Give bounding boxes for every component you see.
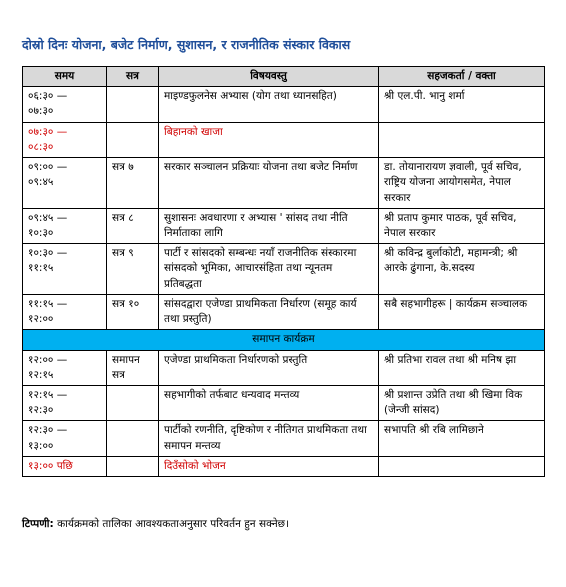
cell-session xyxy=(107,122,159,157)
column-header-time: समय xyxy=(23,67,107,87)
cell-facilitator xyxy=(379,122,545,157)
cell-session: सत्र ८ xyxy=(107,208,159,243)
cell-time: १३:०० पछि xyxy=(23,456,107,476)
cell-topic: पार्टी र सांसदको सम्बन्धः नयाँ राजनीतिक संस्कारमा सांसदको भूमिका, आचारसंहिता तथा न्यूनतम प्रतिबद्धता xyxy=(159,244,379,295)
cell-session: सत्र ९ xyxy=(107,244,159,295)
footnote xyxy=(22,517,289,531)
cell-session xyxy=(107,421,159,456)
table-row xyxy=(23,244,545,295)
cell-facilitator: श्री प्रशान्त उप्रेति तथा श्री खिमा विक (जेन्जी सांसद) xyxy=(379,385,545,420)
table-row xyxy=(23,385,545,420)
cell-facilitator: सबै सहभागीहरू | कार्यक्रम सञ्चालक xyxy=(379,294,545,329)
table-row xyxy=(23,421,545,456)
cell-time: १२:१५ — १२:३० xyxy=(23,385,107,420)
cell-facilitator: श्री प्रताप कुमार पाठक, पूर्व सचिव, नेपाल सरकार xyxy=(379,208,545,243)
column-header-topic: विषयवस्तु xyxy=(159,67,379,87)
cell-time: ०९:४५ — १०:३० xyxy=(23,208,107,243)
cell-facilitator xyxy=(379,456,545,476)
closing-banner-row xyxy=(23,330,545,350)
table-row xyxy=(23,456,545,476)
table-row xyxy=(23,350,545,385)
table-header-row xyxy=(23,67,545,87)
cell-topic: सहभागीको तर्फबाट धन्यवाद मन्तव्य xyxy=(159,385,379,420)
cell-session: समापन सत्र xyxy=(107,350,159,385)
cell-session: सत्र ७ xyxy=(107,158,159,209)
table-row xyxy=(23,122,545,157)
cell-facilitator: सभापति श्री रबि लामिछाने xyxy=(379,421,545,456)
closing-banner: समापन कार्यक्रम xyxy=(23,330,545,350)
cell-time: ०६:३० — ०७:३० xyxy=(23,87,107,122)
page-title: दोस्रो दिनः योजना, बजेट निर्माण, सुशासन, र राजनीतिक संस्कार विकास xyxy=(22,37,351,52)
cell-time: ११:१५ — १२:०० xyxy=(23,294,107,329)
cell-topic: सांसदद्वारा एजेण्डा प्राथमिकता निर्धारण (समूह कार्य तथा प्रस्तुति) xyxy=(159,294,379,329)
cell-session xyxy=(107,456,159,476)
column-header-facilitator: सहजकर्ता / वक्ता xyxy=(379,67,545,87)
schedule-table xyxy=(22,66,545,477)
cell-time: १२:०० — १२:१५ xyxy=(23,350,107,385)
table-row xyxy=(23,294,545,329)
cell-topic: एजेण्डा प्राथमिकता निर्धारणको प्रस्तुति xyxy=(159,350,379,385)
table-row xyxy=(23,208,545,243)
cell-facilitator: श्री एल.पी. भानु शर्मा xyxy=(379,87,545,122)
footnote-text: कार्यक्रमको तालिका आवश्यकताअनुसार परिवर्तन हुन सक्नेछ। xyxy=(53,518,289,530)
cell-topic: पार्टीको रणनीति, दृष्टिकोण र नीतिगत प्राथमिकता तथा समापन मन्तव्य xyxy=(159,421,379,456)
cell-time: १२:३० — १३:०० xyxy=(23,421,107,456)
cell-topic: बिहानको खाजा xyxy=(159,122,379,157)
column-header-session: सत्र xyxy=(107,67,159,87)
cell-time: ०७:३० — ०८:३० xyxy=(23,122,107,157)
cell-topic: माइण्डफुलनेस अभ्यास (योग तथा ध्यानसहित) xyxy=(159,87,379,122)
cell-topic: सुशासनः अवधारणा र अभ्यास ' सांसद तथा नीति निर्माताका लागि xyxy=(159,208,379,243)
table-row xyxy=(23,87,545,122)
table-row xyxy=(23,158,545,209)
cell-time: ०९:०० — ०९:४५ xyxy=(23,158,107,209)
cell-topic: दिउँसोको भोजन xyxy=(159,456,379,476)
cell-time: १०:३० — ११:१५ xyxy=(23,244,107,295)
cell-facilitator: श्री प्रतिभा रावल तथा श्री मनिष झा xyxy=(379,350,545,385)
cell-topic: सरकार सञ्चालन प्रक्रियाः योजना तथा बजेट निर्माण xyxy=(159,158,379,209)
footnote-label: टिप्पणी: xyxy=(22,518,54,530)
cell-session xyxy=(107,87,159,122)
cell-session: सत्र १० xyxy=(107,294,159,329)
cell-facilitator: डा. तोयानारायण ज्ञवाली, पूर्व सचिव, राष्ट्रिय योजना आयोगसमेत, नेपाल सरकार xyxy=(379,158,545,209)
cell-facilitator: श्री कविन्द्र बुर्लाकोटी, महामन्त्री; श्री आरके ढुंगाना, के.सदस्य xyxy=(379,244,545,295)
cell-session xyxy=(107,385,159,420)
